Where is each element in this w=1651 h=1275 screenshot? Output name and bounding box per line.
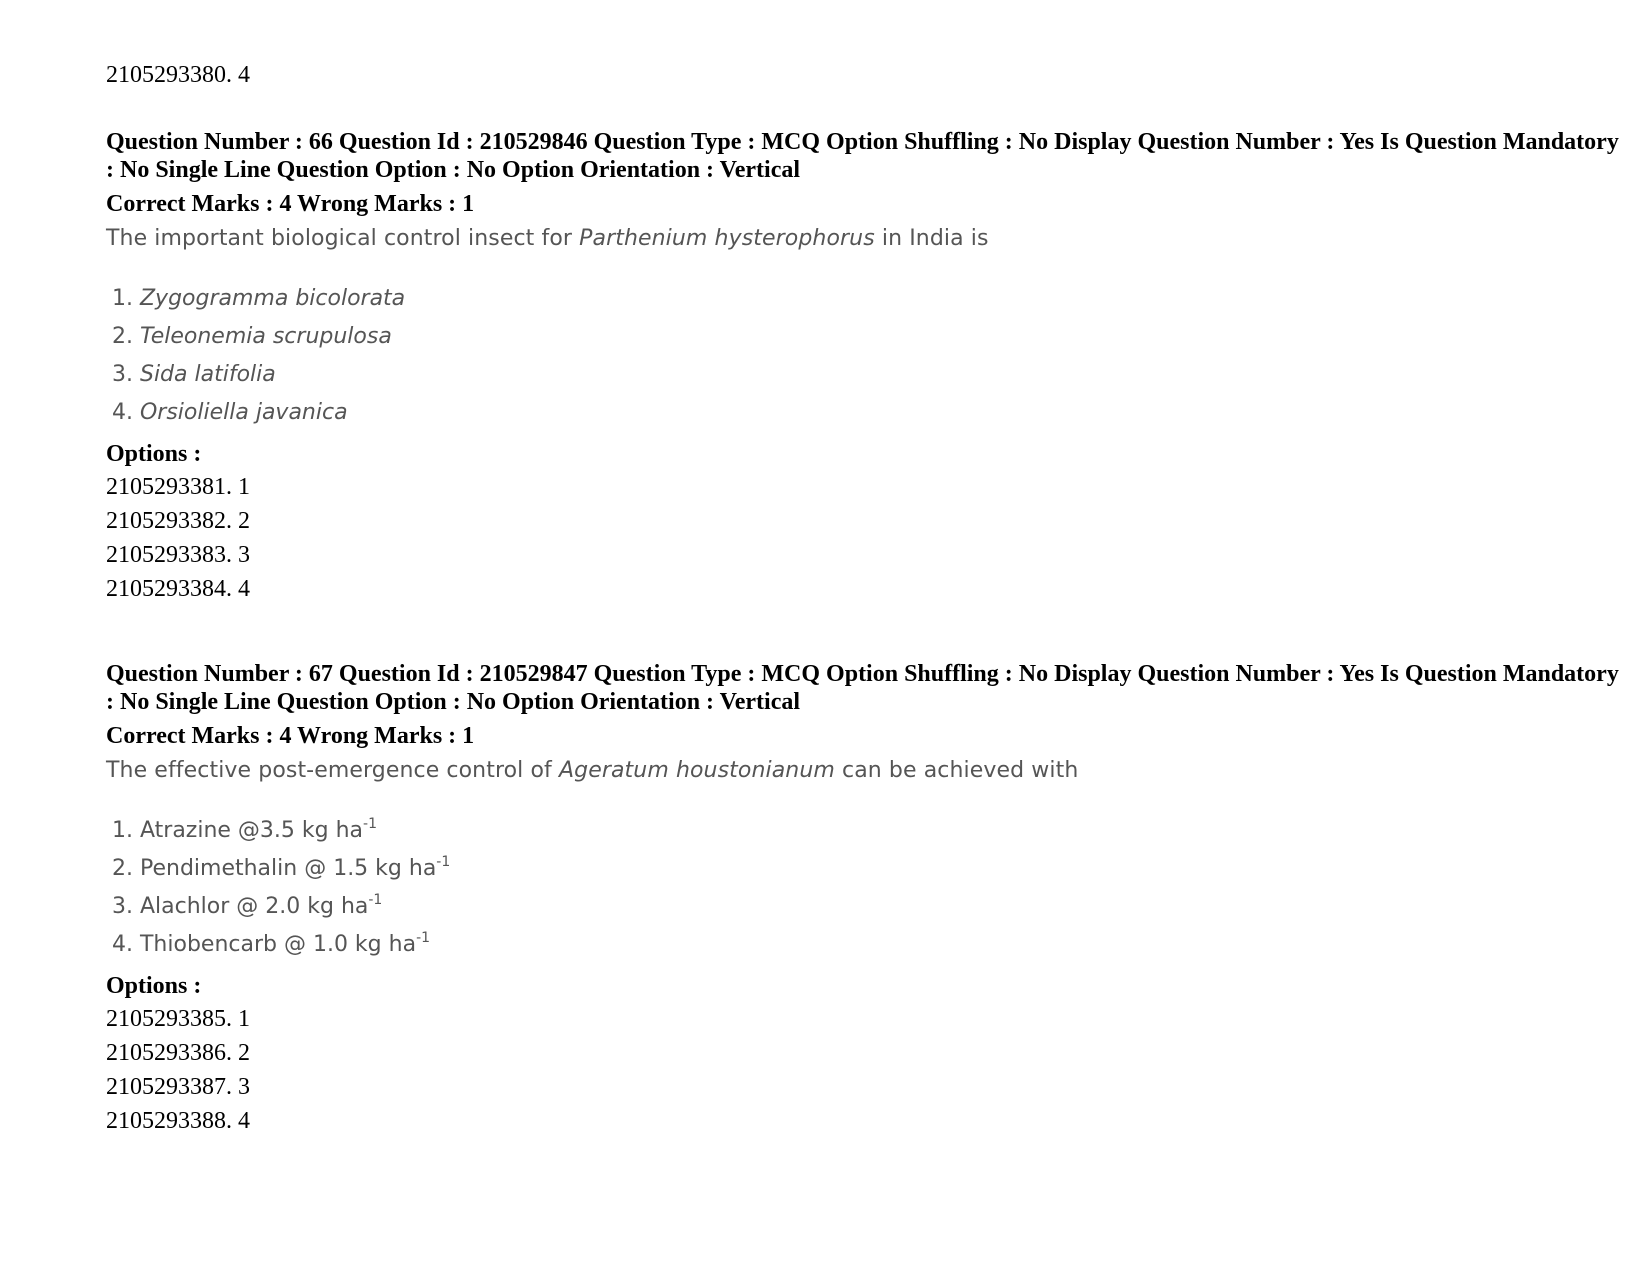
option-line: 2105293380. 4 [106, 62, 250, 88]
choice-number: 4. [112, 932, 140, 957]
choice-list [112, 280, 1626, 432]
choice-superscript: -1 [436, 854, 451, 870]
choice-text: Thiobencarb @ 1.0 kg ha [139, 932, 417, 957]
option-line: 2105293387. 3 [106, 1074, 250, 1100]
choice-superscript: -1 [368, 892, 383, 908]
stem-species-name: Parthenium hysterophorus [579, 226, 875, 251]
question-header: Question Number : 66 Question Id : 210529846 Question Type : MCQ Option Shuffling : No Display Question Number : Yes Is Question Mandatory : No Single Line Question Option : No Option Orientation : Vertical [106, 129, 1619, 183]
option-line: 2105293383. 3 [106, 542, 250, 568]
option-line: 2105293384. 4 [106, 576, 250, 602]
choice-item [112, 394, 1626, 432]
choice-number: 1. [112, 818, 140, 843]
choice-text: Teleonemia scrupulosa [139, 324, 392, 349]
choice-item [112, 812, 1626, 850]
option-line: 2105293381. 1 [106, 474, 250, 500]
marks-line: Correct Marks : 4 Wrong Marks : 1 [106, 723, 475, 749]
choice-number: 3. [112, 362, 140, 387]
choice-number: 1. [112, 286, 140, 311]
choice-item [112, 926, 1626, 964]
marks-line: Correct Marks : 4 Wrong Marks : 1 [106, 191, 475, 217]
choice-superscript: -1 [363, 816, 378, 832]
choice-text: Atrazine @3.5 kg ha [139, 818, 364, 843]
options-label: Options : [106, 973, 202, 999]
question-66 [106, 128, 1626, 606]
choice-item [112, 318, 1626, 356]
choice-number: 4. [112, 400, 140, 425]
stem-text: The effective post-emergence control of [106, 758, 559, 783]
choice-text: Sida latifolia [139, 362, 276, 387]
stem-text: The important biological control insect for [106, 226, 580, 251]
question-stem [106, 756, 1626, 786]
choice-text: Alachlor @ 2.0 kg ha [139, 894, 369, 919]
choice-list [112, 812, 1626, 964]
stem-species-name: Ageratum houstonianum [558, 758, 835, 783]
choice-item [112, 280, 1626, 318]
choice-item [112, 850, 1626, 888]
choice-text: Pendimethalin @ 1.5 kg ha [139, 856, 437, 881]
option-line: 2105293382. 2 [106, 508, 250, 534]
choice-item [112, 888, 1626, 926]
choice-superscript: -1 [416, 930, 431, 946]
option-line: 2105293385. 1 [106, 1006, 250, 1032]
question-header: Question Number : 67 Question Id : 210529847 Question Type : MCQ Option Shuffling : No Display Question Number : Yes Is Question Mandatory : No Single Line Question Option : No Option Orientation : Vertical [106, 661, 1619, 715]
question-stem [106, 224, 1626, 254]
question-67 [106, 660, 1626, 1138]
option-line: 2105293386. 2 [106, 1040, 250, 1066]
stem-text: can be achieved with [834, 758, 1079, 783]
choice-item [112, 356, 1626, 394]
stem-text: in India is [874, 226, 989, 251]
choice-number: 2. [112, 324, 140, 349]
choice-number: 2. [112, 856, 140, 881]
option-line: 2105293388. 4 [106, 1108, 250, 1134]
options-label: Options : [106, 441, 202, 467]
choice-text: Orsioliella javanica [139, 400, 348, 425]
choice-number: 3. [112, 894, 140, 919]
choice-text: Zygogramma bicolorata [139, 286, 406, 311]
